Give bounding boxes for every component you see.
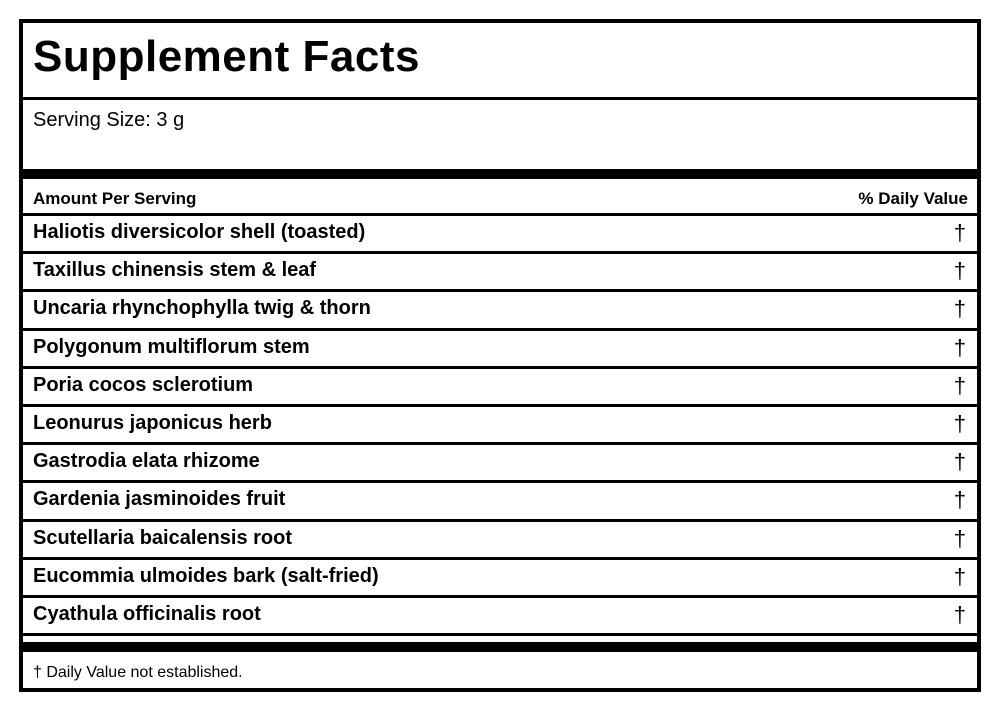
ingredient-row (23, 366, 977, 404)
ingredient-name: Uncaria rhynchophylla twig & thorn (33, 297, 371, 320)
ingredient-row (23, 213, 977, 251)
thick-divider-bottom (23, 642, 977, 652)
ingredient-row (23, 289, 977, 327)
daily-value-dagger: † (953, 258, 966, 284)
ingredient-name: Haliotis diversicolor shell (toasted) (33, 221, 366, 243)
ingredient-name: Leonurus japonicus herb (33, 411, 272, 434)
ingredient-name: Gastrodia elata rhizome (33, 450, 260, 473)
serving-size-section (23, 100, 977, 173)
daily-value-header: % Daily Value (858, 189, 968, 208)
ingredient-name: Poria cocos sclerotium (33, 373, 254, 396)
daily-value-dagger: † (953, 563, 966, 589)
daily-value-dagger: † (953, 296, 966, 322)
panel-title-section (23, 23, 977, 100)
daily-value-dagger: † (953, 220, 966, 245)
ingredient-row (23, 442, 977, 480)
daily-value-dagger: † (953, 334, 966, 360)
ingredient-name: Eucommia ulmoides bark (salt-fried) (33, 564, 379, 587)
panel-title: Supplement Facts (33, 32, 420, 81)
ingredient-row (23, 404, 977, 442)
daily-value-dagger: † (953, 372, 966, 398)
ingredient-row (23, 328, 977, 366)
ingredient-name: Cyathula officinalis root (33, 602, 261, 625)
ingredient-name: Taxillus chinensis stem & leaf (33, 259, 317, 282)
thick-divider-top (23, 169, 977, 179)
ingredient-name: Polygonum multiflorum stem (33, 335, 310, 358)
ingredient-row (23, 480, 977, 518)
thin-divider-bottom (23, 633, 977, 636)
ingredient-row (23, 595, 977, 633)
daily-value-dagger: † (953, 410, 966, 436)
daily-value-dagger: † (953, 601, 966, 627)
supplement-facts-panel (19, 19, 981, 692)
ingredient-row (23, 519, 977, 557)
daily-value-dagger: † (953, 525, 966, 551)
daily-value-dagger: † (953, 449, 966, 475)
footnote-text: † Daily Value not established. (33, 664, 243, 681)
ingredient-name: Scutellaria baicalensis root (33, 526, 292, 549)
serving-size-text: Serving Size: 3 g (33, 109, 185, 131)
ingredient-row (23, 557, 977, 595)
ingredient-list (23, 213, 977, 633)
daily-value-dagger: † (953, 487, 966, 513)
amount-per-serving-header: Amount Per Serving (33, 189, 197, 208)
ingredient-name: Gardenia jasminoides fruit (33, 488, 286, 511)
ingredient-row (23, 251, 977, 289)
column-header-row (23, 183, 977, 213)
